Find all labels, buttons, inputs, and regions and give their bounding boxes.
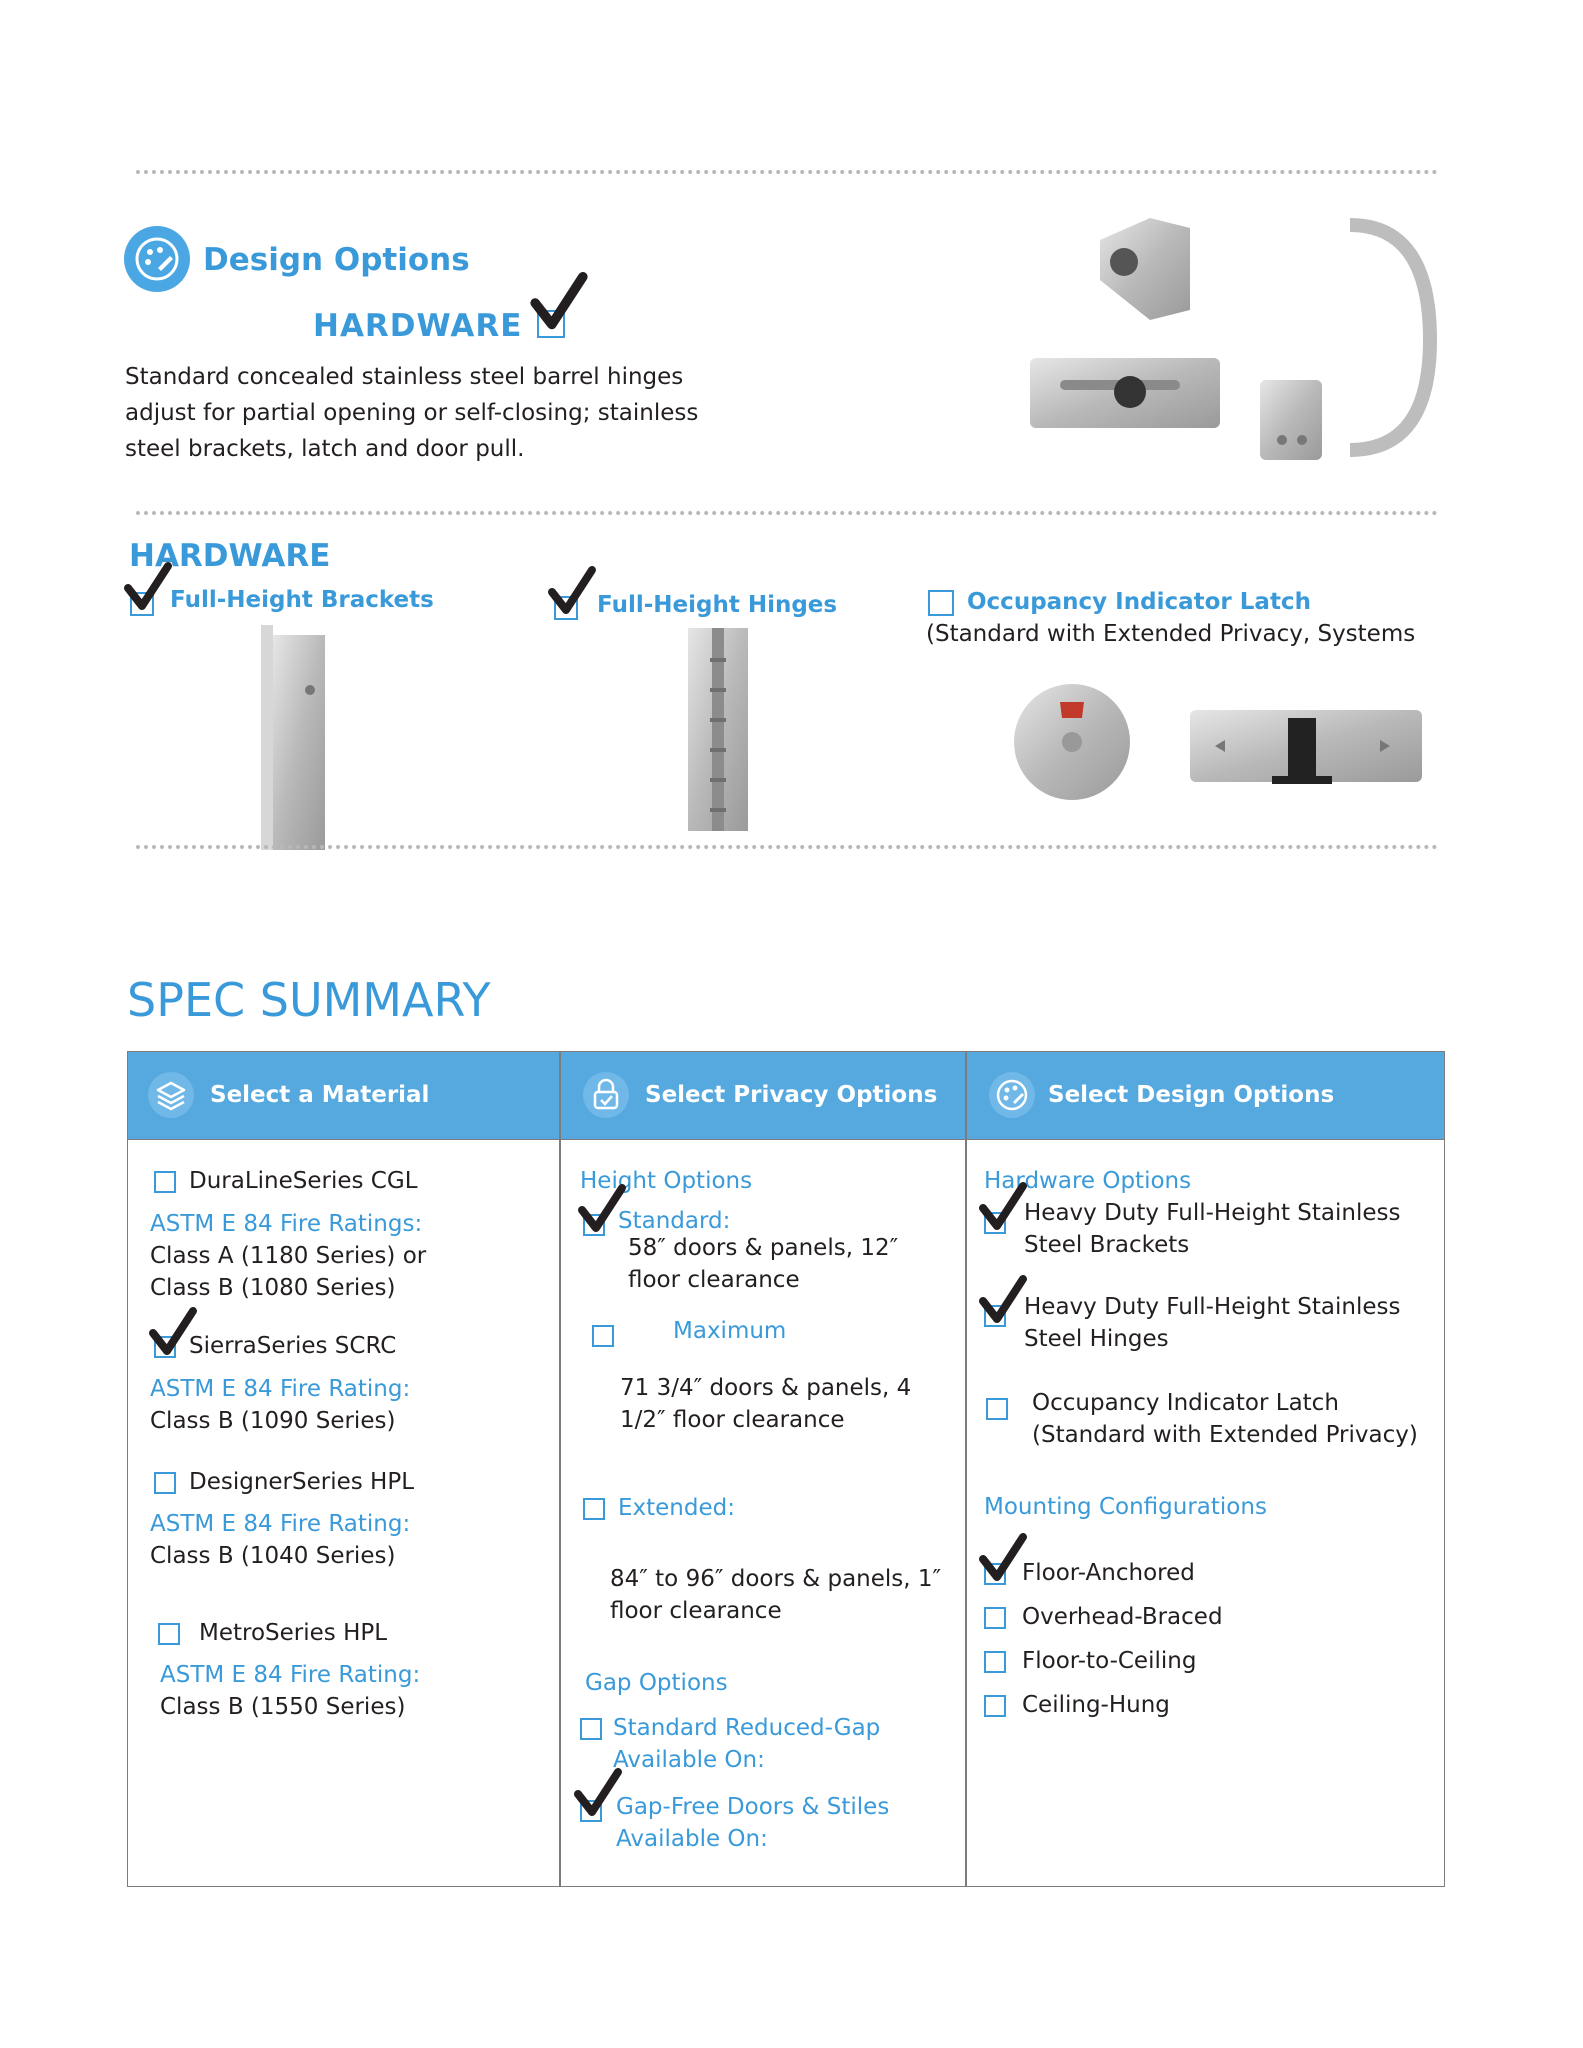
header-select-privacy: Select Privacy Options (645, 1082, 938, 1108)
standard-height-line-2: floor clearance (628, 1267, 800, 1293)
duraline-rating-label: ASTM E 84 Fire Ratings: (150, 1211, 423, 1237)
height-options-label: Height Options (580, 1168, 753, 1194)
hardware-heading: HARDWARE (313, 308, 523, 344)
check-mark-icon (546, 564, 598, 616)
hardware-section-heading: HARDWARE (129, 538, 331, 574)
design-hinges-line-1: Heavy Duty Full-Height Stainless (1024, 1294, 1401, 1320)
designer-checkbox[interactable] (154, 1472, 176, 1494)
design-latch-checkbox[interactable] (986, 1398, 1008, 1420)
design-hinges-line-2: Steel Hinges (1024, 1326, 1169, 1352)
extended-height-line-2: floor clearance (610, 1598, 782, 1624)
table-header (128, 1052, 1444, 1140)
floor-to-ceiling-checkbox[interactable] (984, 1651, 1006, 1673)
metro-rating-line-1: Class B (1550 Series) (160, 1694, 406, 1720)
mounting-configurations-label: Mounting Configurations (984, 1494, 1267, 1520)
ceiling-hung-label: Ceiling-Hung (1022, 1692, 1170, 1718)
maximum-height-line-2: 1/2″ floor clearance (620, 1407, 845, 1433)
metro-rating-label: ASTM E 84 Fire Rating: (160, 1662, 421, 1688)
description-line-1: Standard concealed stainless steel barrel hinges (125, 364, 684, 390)
header-select-material: Select a Material (210, 1082, 430, 1108)
check-mark-icon (122, 560, 174, 612)
standard-height-label: Standard: (618, 1208, 731, 1234)
metro-label: MetroSeries HPL (199, 1620, 388, 1646)
sierra-rating-label: ASTM E 84 Fire Rating: (150, 1376, 411, 1402)
reduced-gap-checkbox[interactable] (580, 1718, 602, 1740)
check-mark-icon (977, 1180, 1029, 1232)
reduced-gap-line-2: Available On: (613, 1747, 765, 1773)
hinge-photo (688, 628, 748, 831)
extended-height-line-1: 84″ to 96″ doors & panels, 1″ (610, 1566, 942, 1592)
full-height-hinges-label: Full-Height Hinges (597, 592, 838, 618)
metro-checkbox[interactable] (158, 1623, 180, 1645)
duraline-rating-line-2: Class B (1080 Series) (150, 1275, 396, 1301)
floor-to-ceiling-label: Floor-to-Ceiling (1022, 1648, 1197, 1674)
bracket-photo (255, 625, 335, 850)
check-mark-icon (977, 1273, 1029, 1325)
maximum-height-line-1: 71 3/4″ doors & panels, 4 (620, 1375, 912, 1401)
spec-summary-title: SPEC SUMMARY (127, 973, 491, 1027)
header-select-design: Select Design Options (1048, 1082, 1335, 1108)
divider (136, 511, 1438, 515)
hardware-product-photos (1020, 210, 1440, 470)
overhead-braced-checkbox[interactable] (984, 1607, 1006, 1629)
description-line-2: adjust for partial opening or self-closing; stainless (125, 400, 699, 426)
design-latch-line-1: Occupancy Indicator Latch (1032, 1390, 1339, 1416)
extended-height-label: Extended: (618, 1495, 735, 1521)
floor-anchored-label: Floor-Anchored (1022, 1560, 1195, 1586)
design-options-title: Design Options (203, 242, 470, 278)
sierra-label: SierraSeries SCRC (189, 1333, 397, 1359)
hardware-options-label: Hardware Options (984, 1168, 1192, 1194)
occupancy-indicator-latch-checkbox[interactable] (928, 590, 954, 616)
extended-height-checkbox[interactable] (583, 1498, 605, 1520)
occupancy-indicator-latch-label: Occupancy Indicator Latch (967, 589, 1311, 615)
designer-rating-line-1: Class B (1040 Series) (150, 1543, 396, 1569)
divider (136, 170, 1438, 174)
designer-label: DesignerSeries HPL (189, 1469, 415, 1495)
design-options-icon (124, 226, 190, 292)
duraline-label: DuraLineSeries CGL (189, 1168, 418, 1194)
layers-icon (148, 1072, 194, 1118)
palette-icon (989, 1072, 1035, 1118)
gap-options-label: Gap Options (585, 1670, 728, 1696)
duraline-checkbox[interactable] (154, 1171, 176, 1193)
gap-free-line-1: Gap-Free Doors & Stiles (616, 1794, 890, 1820)
occupancy-indicator-photo (1010, 680, 1430, 810)
reduced-gap-line-1: Standard Reduced-Gap (613, 1715, 881, 1741)
description-line-3: steel brackets, latch and door pull. (125, 436, 525, 462)
column-divider (965, 1052, 967, 1886)
design-brackets-line-2: Steel Brackets (1024, 1232, 1190, 1258)
gap-free-line-2: Available On: (616, 1826, 768, 1852)
divider (136, 845, 1438, 849)
design-latch-line-2: (Standard with Extended Privacy) (1032, 1422, 1418, 1448)
ceiling-hung-checkbox[interactable] (984, 1695, 1006, 1717)
maximum-height-checkbox[interactable] (592, 1325, 614, 1347)
lock-icon (583, 1072, 629, 1118)
column-divider (559, 1052, 561, 1886)
full-height-brackets-label: Full-Height Brackets (170, 587, 434, 613)
occupancy-indicator-note: (Standard with Extended Privacy, Systems (926, 621, 1416, 647)
overhead-braced-label: Overhead-Braced (1022, 1604, 1223, 1630)
standard-height-line-1: 58″ doors & panels, 12″ (628, 1235, 899, 1261)
design-brackets-line-1: Heavy Duty Full-Height Stainless (1024, 1200, 1401, 1226)
sierra-rating-line-1: Class B (1090 Series) (150, 1408, 396, 1434)
maximum-height-label: Maximum (673, 1318, 787, 1344)
designer-rating-label: ASTM E 84 Fire Rating: (150, 1511, 411, 1537)
check-mark-icon (528, 272, 590, 334)
duraline-rating-line-1: Class A (1180 Series) or (150, 1243, 427, 1269)
